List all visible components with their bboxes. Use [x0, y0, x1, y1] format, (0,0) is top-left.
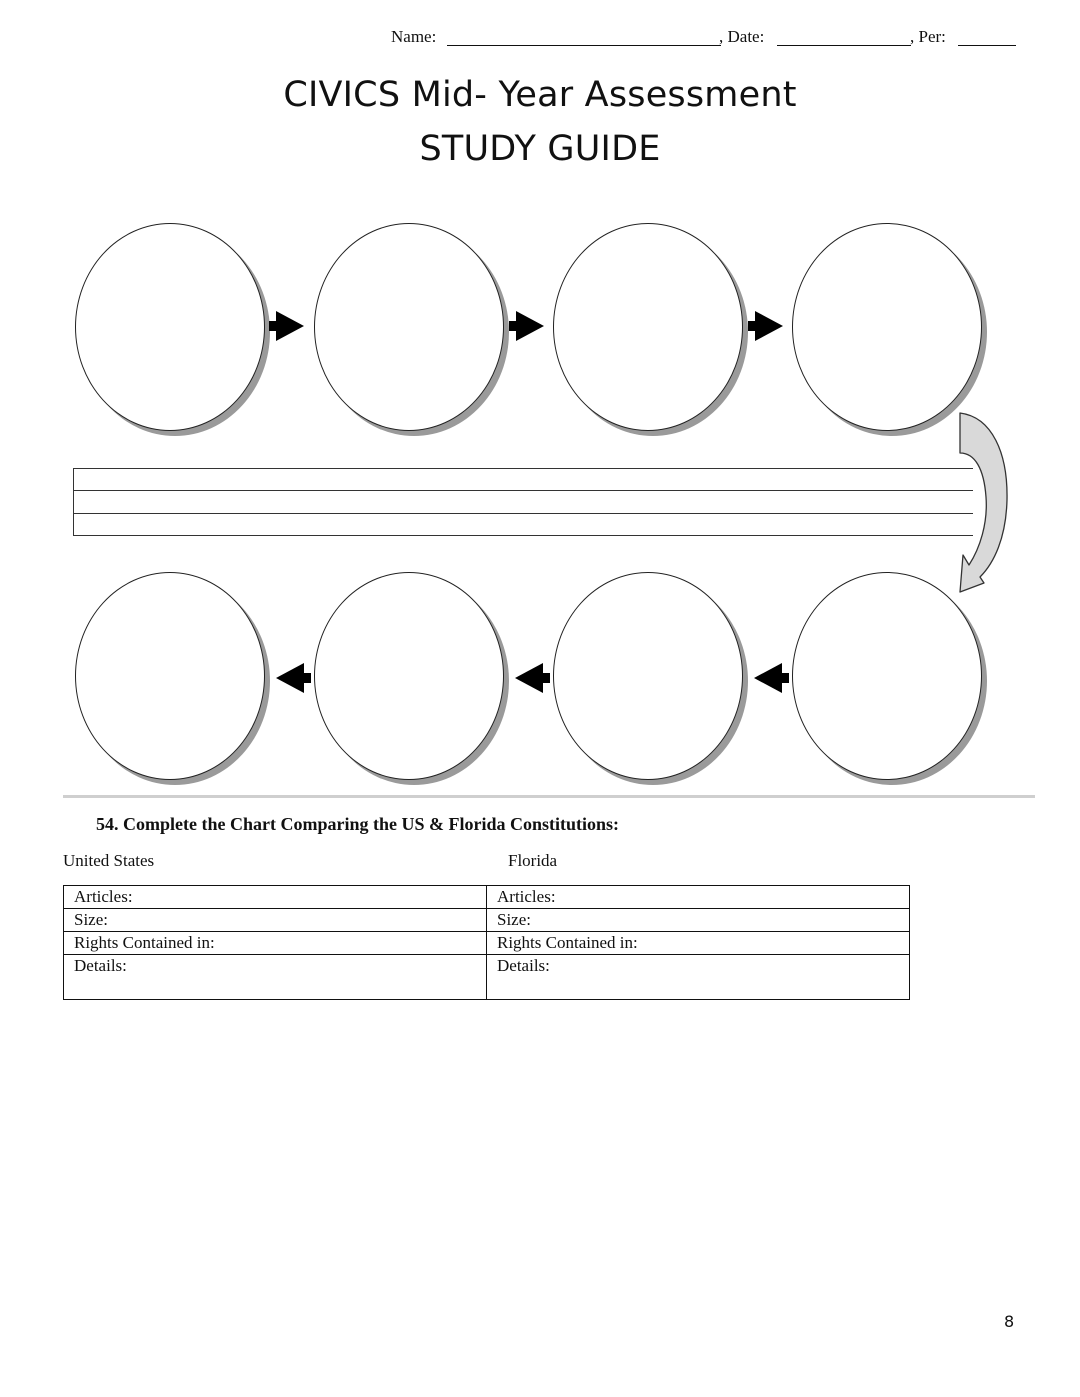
flow-circle-5[interactable]: [792, 572, 982, 780]
arrow-left-icon: [511, 660, 551, 696]
fl-size-cell[interactable]: Size:: [487, 909, 910, 932]
page-number: 8: [1004, 1312, 1015, 1331]
fl-rights-cell[interactable]: Rights Contained in:: [487, 932, 910, 955]
page-subtitle: STUDY GUIDE: [419, 129, 661, 169]
date-label: , Date:: [719, 27, 765, 46]
arrow-right-icon: [747, 308, 787, 344]
fl-details-cell[interactable]: Details:: [487, 955, 910, 1000]
us-details-cell[interactable]: Details:: [64, 955, 487, 1000]
table-row: [64, 886, 910, 909]
flow-circle-8[interactable]: [75, 572, 265, 780]
date-blank[interactable]: [777, 45, 911, 46]
name-label: Name:: [391, 27, 437, 46]
writing-line: [73, 490, 973, 491]
table-row: [64, 909, 910, 932]
name-blank[interactable]: [447, 45, 721, 46]
per-blank[interactable]: [958, 45, 1016, 46]
flow-circle-2[interactable]: [314, 223, 504, 431]
flow-circle-6[interactable]: [553, 572, 743, 780]
arrow-left-icon: [750, 660, 790, 696]
us-rights-cell[interactable]: Rights Contained in:: [64, 932, 487, 955]
per-label: , Per:: [910, 27, 946, 46]
table-row: [64, 955, 910, 1000]
flow-circle-7[interactable]: [314, 572, 504, 780]
curved-arrow-icon: [950, 405, 1020, 605]
comparison-chart: [63, 885, 910, 1000]
writing-line: [73, 513, 973, 514]
flow-circle-1[interactable]: [75, 223, 265, 431]
column-heading-florida: Florida: [508, 851, 558, 870]
arrow-right-icon: [508, 308, 548, 344]
section-divider: [63, 795, 1035, 798]
fl-articles-cell[interactable]: Articles:: [487, 886, 910, 909]
arrow-left-icon: [272, 660, 312, 696]
writing-line: [73, 468, 973, 469]
us-size-cell[interactable]: Size:: [64, 909, 487, 932]
flow-circle-4[interactable]: [792, 223, 982, 431]
table-row: [64, 932, 910, 955]
flow-circle-3[interactable]: [553, 223, 743, 431]
question-54: 54. Complete the Chart Comparing the US & Florida Constitutions:: [96, 814, 619, 834]
page-title: CIVICS Mid- Year Assessment: [283, 75, 797, 115]
arrow-right-icon: [268, 308, 308, 344]
writing-line: [73, 535, 973, 536]
column-heading-us: United States: [63, 851, 155, 870]
us-articles-cell[interactable]: Articles:: [64, 886, 487, 909]
writing-line-edge: [73, 468, 74, 535]
